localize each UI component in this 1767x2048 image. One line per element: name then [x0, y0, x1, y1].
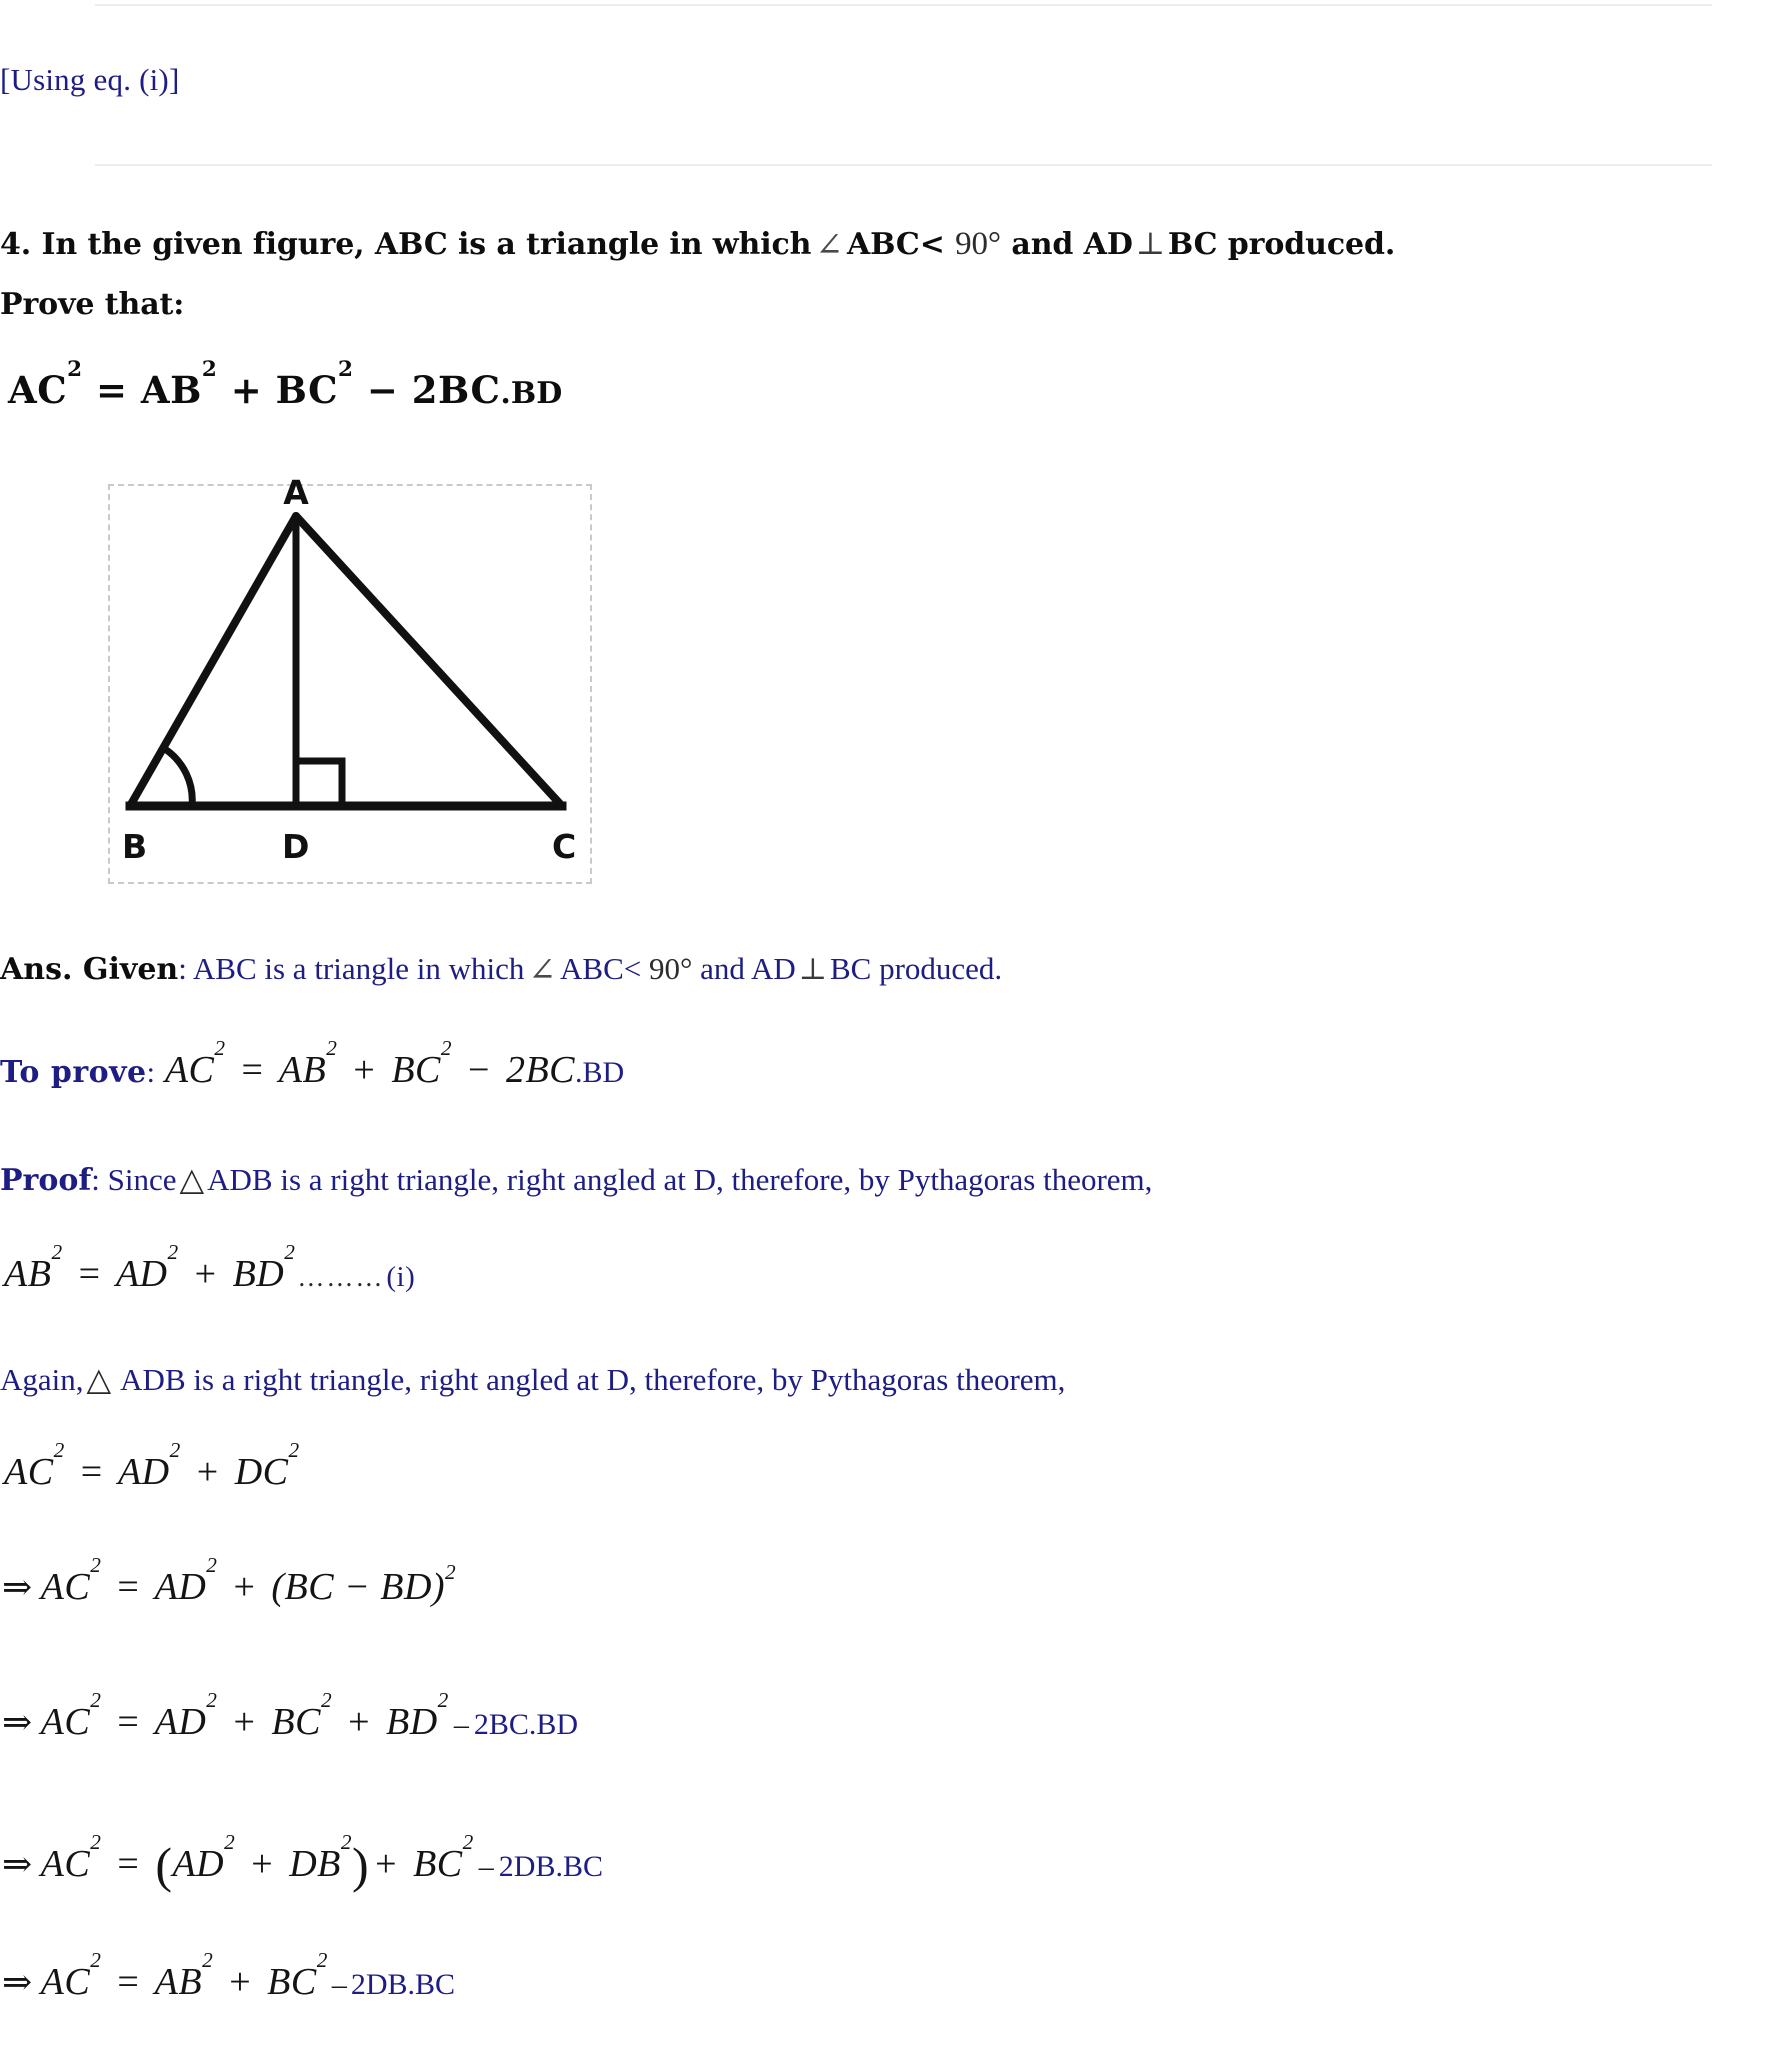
proof-step-2	[2, 1552, 457, 1609]
perpendicular-icon: ⊥	[798, 953, 827, 986]
question-text-part4: BC produced.	[1167, 227, 1396, 262]
s1-lhs-exp: 2	[53, 1437, 65, 1462]
eq-plus: +	[230, 368, 263, 412]
s5-minus: –	[331, 1968, 347, 2001]
s4-g1: AD	[172, 1843, 225, 1885]
given-text4: BC produced.	[829, 951, 1003, 986]
s1-t1-exp: 2	[169, 1437, 181, 1462]
s5-lhs-exp: 2	[90, 1947, 102, 1972]
triangle-diagram-svg	[100, 476, 600, 896]
question-text-part1: 4. In the given figure, ABC is a triangle in which	[0, 227, 812, 262]
s1-t1: AD	[117, 1451, 170, 1493]
eq-term2-exp: 2	[338, 357, 354, 383]
s3-lhs-exp: 2	[90, 1687, 102, 1712]
s5-equals: =	[117, 1961, 140, 2003]
s4-tail: 2DB.BC	[498, 1850, 603, 1883]
s5-implies-icon: ⇒	[2, 1962, 33, 2002]
s5-tail: 2DB.BC	[350, 1968, 456, 2001]
eqi-t1: AD	[115, 1253, 168, 1295]
s3-implies-icon: ⇒	[2, 1702, 33, 1742]
s2-group-exp: 2	[445, 1559, 457, 1584]
s1-plus: +	[196, 1451, 219, 1493]
eq-lhs: AC	[8, 368, 68, 412]
eq-tail: .BD	[500, 376, 563, 411]
question-text-part2: ABC<	[846, 227, 945, 262]
s2-t1-exp: 2	[206, 1552, 218, 1577]
tp-minus: −	[468, 1049, 490, 1091]
eq-term1: AB	[140, 368, 202, 412]
proof-line	[0, 1158, 1152, 1202]
s4-paren-close: )	[352, 1837, 370, 1893]
given-degree-value: 90°	[649, 951, 693, 986]
s3-t2: BC	[271, 1701, 321, 1743]
main-equation	[8, 357, 563, 412]
s4-g1-exp: 2	[224, 1829, 236, 1854]
eqi-equals: =	[78, 1253, 101, 1295]
angle-icon: ∠	[815, 225, 843, 264]
given-text1: ABC is a triangle in which	[192, 951, 525, 986]
to-prove-line	[0, 1035, 625, 1092]
s3-t1-exp: 2	[206, 1687, 218, 1712]
s3-t3-exp: 2	[437, 1687, 449, 1712]
tp-t2: BC	[391, 1049, 441, 1091]
s2-equals: =	[117, 1566, 140, 1608]
question-line2: Prove that:	[0, 287, 185, 322]
given-text2: ABC<	[560, 951, 642, 986]
eq-term1-exp: 2	[201, 357, 218, 383]
triangle-icon: △	[179, 1161, 205, 1197]
s4-implies-icon: ⇒	[2, 1844, 33, 1884]
equation-i	[4, 1239, 416, 1296]
eqi-lhs-exp: 2	[51, 1239, 63, 1264]
eqi-reference: (i)	[386, 1261, 416, 1293]
s3-plus: +	[233, 1701, 256, 1743]
s3-lhs: AC	[40, 1701, 91, 1743]
s5-t1: AB	[154, 1961, 203, 2003]
figure-label-A: A	[283, 476, 309, 512]
s3-t1: AD	[154, 1701, 207, 1743]
eq-minus: −	[366, 368, 399, 412]
s5-lhs: AC	[40, 1961, 91, 2003]
figure-label-B: B	[122, 827, 148, 866]
s2-implies-icon: ⇒	[2, 1567, 33, 1607]
triangle-figure	[100, 476, 600, 896]
perpendicular-icon: ⊥	[1135, 226, 1165, 262]
s4-lhs: AC	[40, 1843, 91, 1885]
s1-lhs: AC	[4, 1451, 54, 1493]
s4-equals: =	[117, 1843, 140, 1885]
tp-lhs: AC	[164, 1049, 215, 1091]
s3-tail: 2BC.BD	[473, 1708, 579, 1741]
s1-t2-exp: 2	[288, 1437, 300, 1462]
proof-label: Proof	[0, 1163, 92, 1198]
s4-t2-exp: 2	[462, 1829, 474, 1854]
s3-t2-exp: 2	[320, 1687, 333, 1712]
top-divider	[95, 4, 1712, 6]
eq-term2: BC	[275, 368, 339, 412]
tp-equals: =	[241, 1049, 264, 1091]
to-prove-colon: :	[146, 1056, 156, 1089]
tp-t1-exp: 2	[326, 1035, 338, 1060]
s4-g2: DB	[289, 1843, 341, 1885]
again-text1: Again,	[0, 1362, 84, 1397]
s4-paren-open: (	[155, 1837, 173, 1893]
again-text2: ADB is a right triangle, right angled at D, therefore, by Pythagoras theorem,	[120, 1362, 1066, 1397]
s2-lhs-exp: 2	[90, 1552, 102, 1577]
s1-equals: =	[80, 1451, 103, 1493]
degree-value: 90°	[955, 226, 1002, 262]
eqi-t2: BD	[232, 1253, 285, 1295]
to-prove-label: To prove	[0, 1055, 147, 1090]
s4-t2: BC	[413, 1843, 463, 1885]
s5-plus: +	[229, 1961, 252, 2003]
eqi-t1-exp: 2	[167, 1239, 179, 1264]
eqi-plus: +	[194, 1253, 217, 1295]
using-eq-note: [Using eq. (i)]	[0, 62, 180, 97]
triangle-icon: △	[86, 1361, 112, 1397]
tp-tail: .BD	[575, 1056, 625, 1089]
s3-plus2: +	[348, 1701, 371, 1743]
s2-group: (BC − BD)	[271, 1566, 446, 1608]
s3-equals: =	[117, 1701, 140, 1743]
given-text3: and AD	[700, 951, 796, 986]
tp-t1: AB	[278, 1049, 327, 1091]
proof-text1: Since	[107, 1162, 177, 1197]
s2-lhs: AC	[40, 1566, 91, 1608]
s1-t2: DC	[234, 1451, 289, 1493]
again-line	[0, 1358, 1065, 1401]
eq-term3: 2BC	[411, 368, 501, 412]
figure-label-D: D	[282, 827, 310, 866]
eq-equals: =	[95, 368, 128, 412]
s3-t3: BD	[386, 1701, 438, 1743]
proof-step-1	[4, 1437, 300, 1494]
section-divider	[95, 164, 1712, 166]
proof-step-5	[2, 1947, 456, 2004]
s3-minus: –	[453, 1708, 469, 1741]
given-label: Ans. Given	[0, 952, 179, 987]
s5-t2-exp: 2	[316, 1947, 328, 1972]
eqi-dots: ………	[297, 1262, 385, 1292]
tp-t3: 2BC	[505, 1049, 576, 1091]
s4-minus: –	[478, 1850, 494, 1883]
figure-label-C: C	[552, 827, 577, 866]
question-block	[0, 213, 1600, 335]
answer-given-line	[0, 948, 1002, 991]
s4-g2-exp: 2	[340, 1829, 352, 1854]
tp-plus: +	[353, 1049, 376, 1091]
proof-step-4	[2, 1829, 603, 1893]
s2-t1: AD	[154, 1566, 207, 1608]
tp-lhs-exp: 2	[214, 1035, 226, 1060]
tp-t2-exp: 2	[440, 1035, 453, 1060]
s5-t2: BC	[267, 1961, 317, 2003]
proof-step-3	[2, 1687, 579, 1744]
s2-plus: +	[233, 1566, 256, 1608]
angle-icon: ∠	[528, 953, 557, 989]
eq-lhs-exp: 2	[67, 357, 83, 383]
eqi-t2-exp: 2	[284, 1239, 296, 1264]
question-text-part3: and AD	[1011, 227, 1133, 262]
given-colon: :	[178, 951, 187, 986]
eqi-lhs: AB	[4, 1253, 52, 1295]
s4-plus: +	[251, 1843, 274, 1885]
s5-t1-exp: 2	[202, 1947, 214, 1972]
proof-colon: :	[91, 1162, 100, 1197]
proof-text2: ADB is a right triangle, right angled at D, therefore, by Pythagoras theorem,	[207, 1162, 1153, 1197]
s4-plus2: +	[375, 1843, 398, 1885]
s4-lhs-exp: 2	[90, 1829, 102, 1854]
